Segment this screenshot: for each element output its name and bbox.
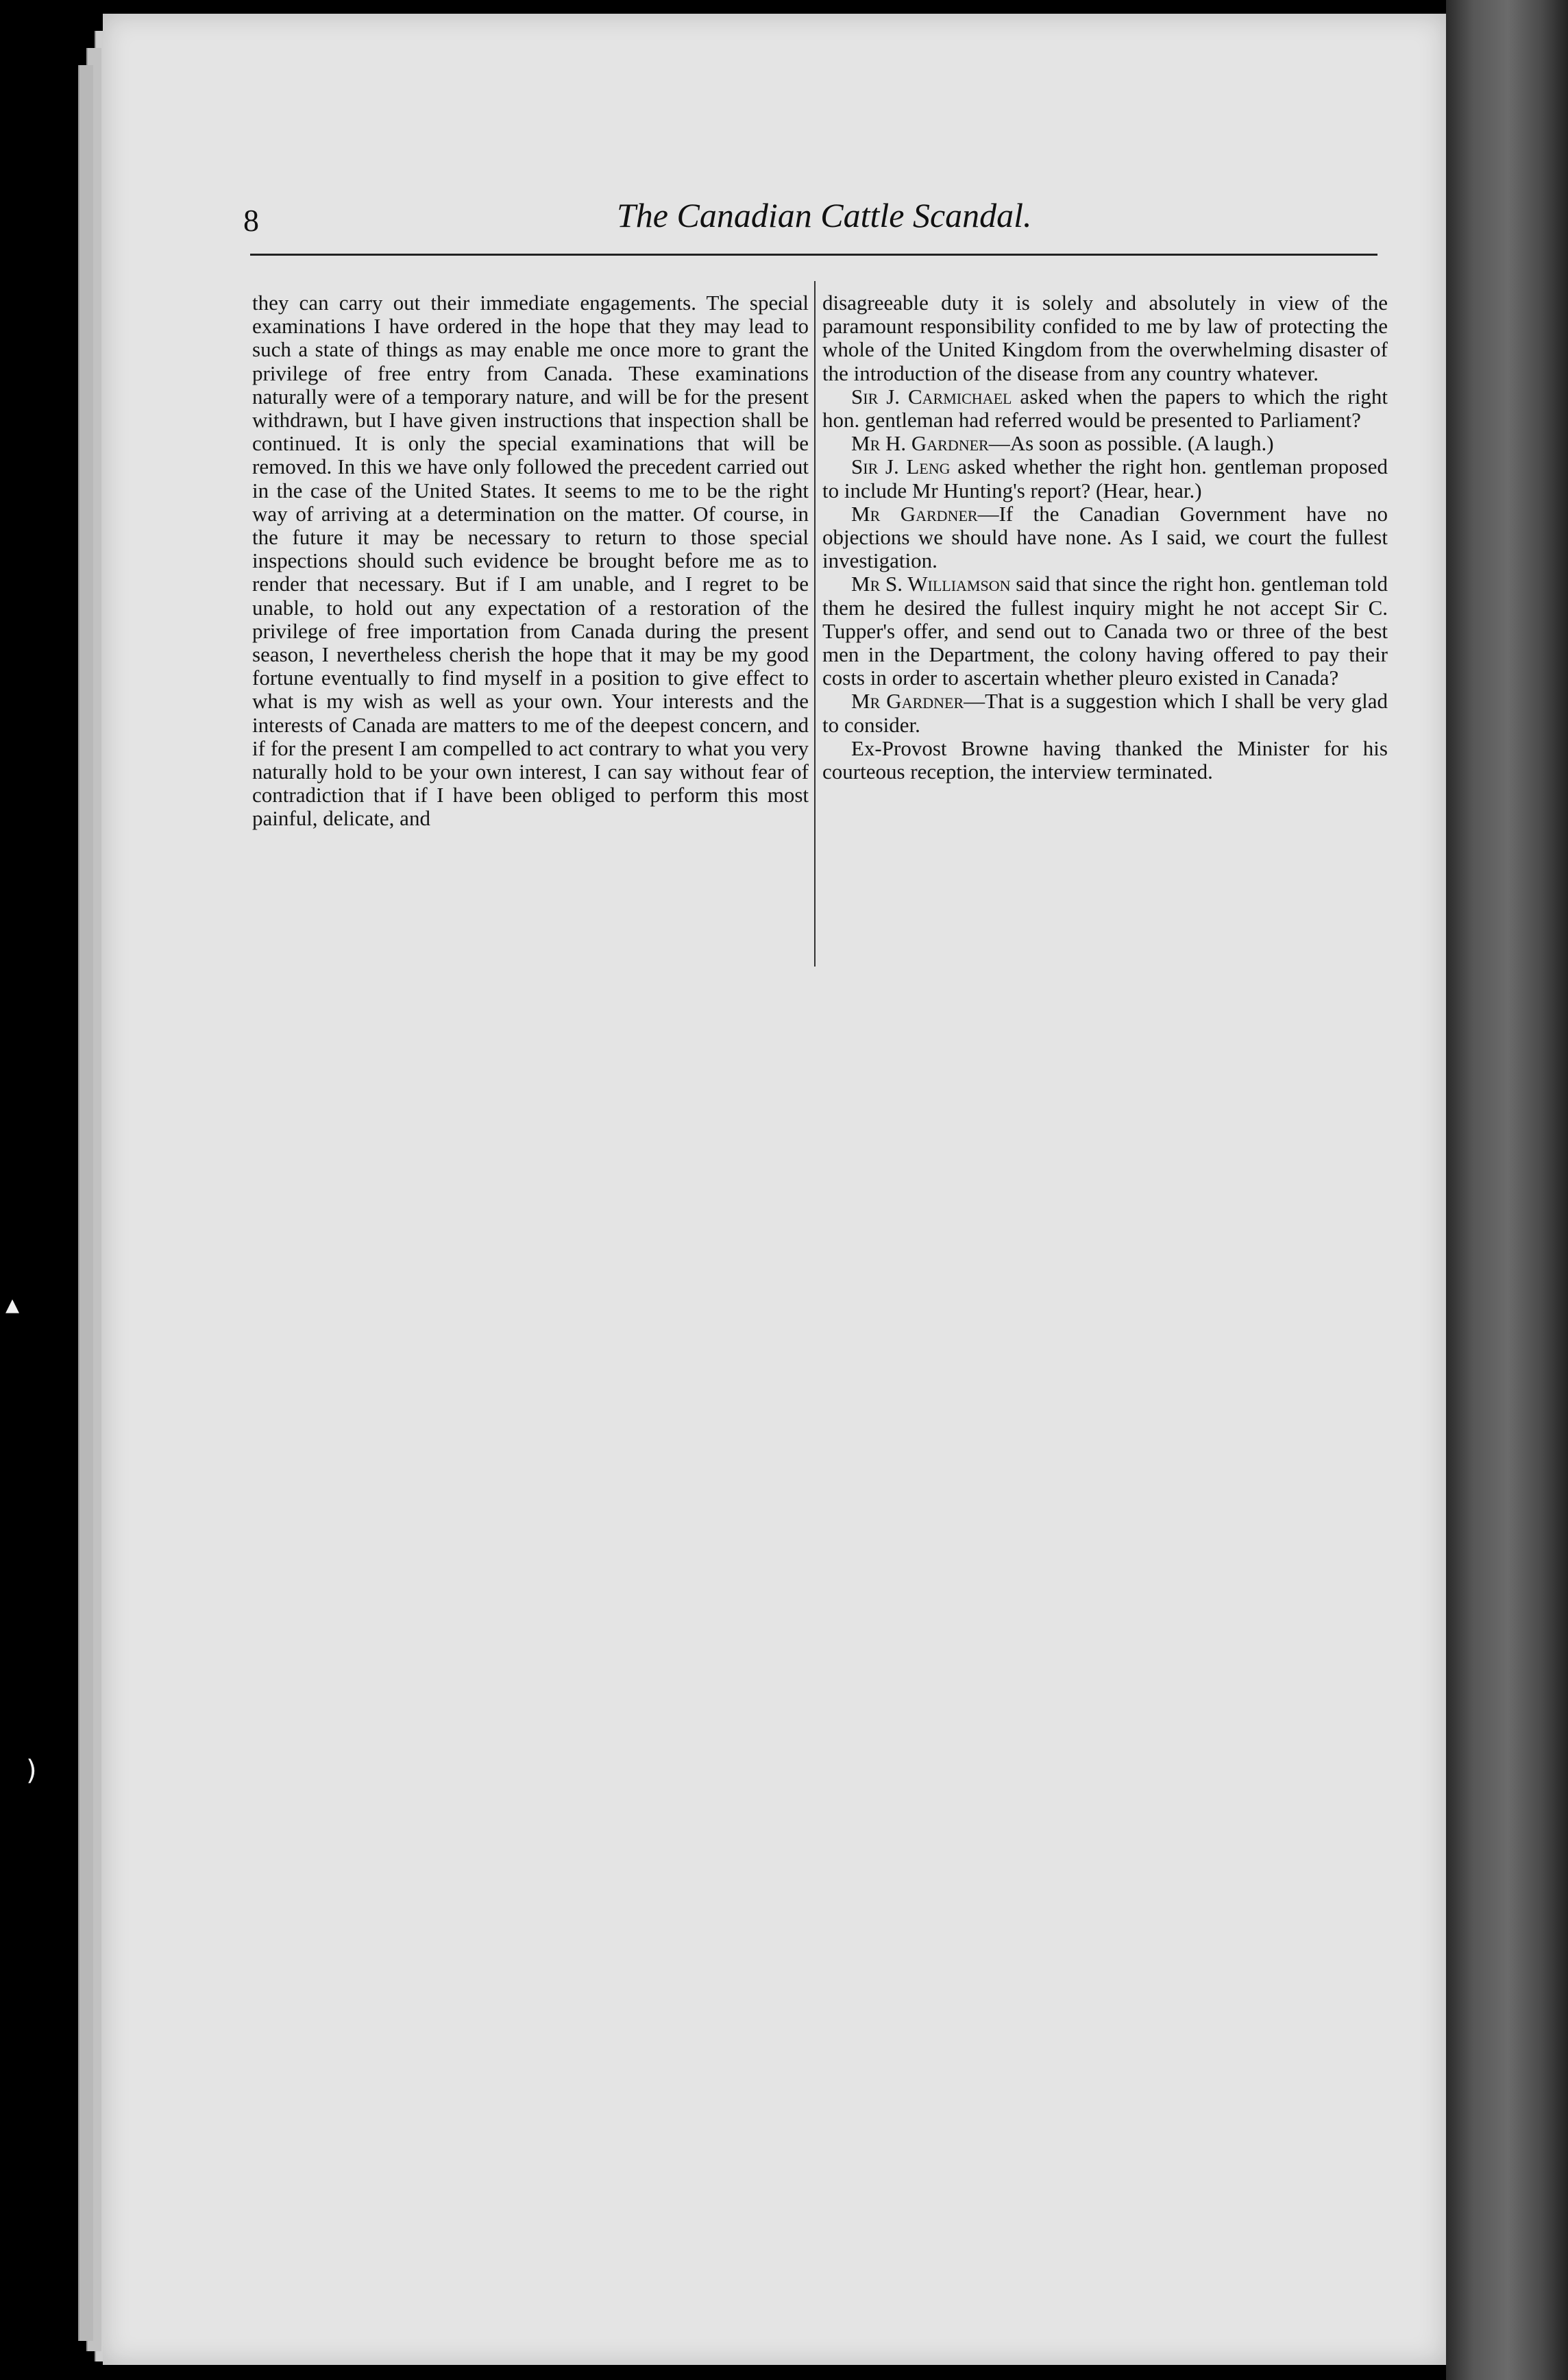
page-header [243, 195, 1381, 250]
paragraph-text: —That is a suggestion which I shall be very glad to consider. [822, 689, 1388, 737]
paragraph [822, 502, 1388, 573]
paragraph-text: said that since the right hon. gentleman told them he desired the fullest inquiry might he not accept Sir C. Tupper's offer, and send out to Canada two or three of the best men in the Department, the colony having offered to pay their costs in order to ascertain whether pleuro existed in Canada? [822, 572, 1388, 690]
header-rule [250, 254, 1377, 256]
scan-speck: ) [26, 1755, 37, 1786]
paragraph [822, 572, 1388, 690]
paragraph-text: —If the Canadian Government have no objections we should have none. As I said, we court the fullest investigation. [822, 501, 1388, 573]
speaker: Mr H. Gardner [851, 431, 989, 456]
scan-speck: ▴ [5, 1289, 20, 1320]
paragraph-text: asked when the papers to which the right hon. gentleman had referred would be presented to Parliament? [822, 384, 1388, 433]
paragraph [822, 455, 1388, 502]
paragraph [822, 737, 1388, 784]
paragraph [822, 432, 1388, 455]
binding-spine [1446, 0, 1568, 2380]
paragraph [822, 385, 1388, 432]
speaker: Mr Gardner [851, 689, 964, 714]
paragraph-text: asked whether the right hon. gentleman proposed to include Mr Hunting's report? (Hear, hear.) [822, 454, 1388, 502]
right-column [822, 291, 1388, 784]
page-number: 8 [243, 203, 259, 238]
speaker: Mr S. Williamson [851, 572, 1011, 596]
paragraph: they can carry out their immediate engagements. The special examinations I have ordered in the hope that they may lead to such a state of things as may enable me once more to grant the privilege of free entry from Canada. These examinations naturally were of a temporary nature, and will be for the present withdrawn, but I have given instructions that inspection shall be continued. It is only the special examinations that will be removed. In this we have only followed the precedent carried out in the case of the United States. It seems to me to be the right way of arriving at a determination on the matter. Of course, in the future it may be necessary to return to those special inspections should such evidence be brought before me as to render that necessary. But if I am unable, and I regret to be unable, to hold out any expectation of a restoration of the privilege of free importation from Canada during the present season, I nevertheless cherish the hope that it may be my good fortune eventually to find myself in a position to give effect to what is my wish as well as your own. Your interests and the interests of Canada are matters to me of the deepest concern, and if for the present I am compelled to act contrary to what you very naturally hold to be your own interest, I can say without fear of contradiction that if I have been obliged to perform this most painful, delicate, and [252, 291, 809, 831]
speaker: Mr Gardner [851, 501, 978, 526]
page-edge [78, 65, 93, 2341]
speaker: Sir J. Carmichael [851, 384, 1012, 409]
paragraph-text: Ex-Provost Browne having thanked the Minister for his courteous reception, the interview terminated. [822, 736, 1388, 784]
running-title: The Canadian Cattle Scandal. [617, 196, 1032, 234]
paragraph [822, 690, 1388, 736]
column-divider [814, 281, 816, 967]
speaker: Sir J. Leng [851, 454, 951, 479]
left-column [252, 291, 809, 831]
paragraph: disagreeable duty it is solely and absolutely in view of the paramount responsibility confided to me by law of protecting the whole of the United Kingdom from the overwhelming disaster of the introduction of the disease from any country whatever. [822, 291, 1388, 385]
paragraph-text: —As soon as possible. (A laugh.) [988, 431, 1274, 456]
